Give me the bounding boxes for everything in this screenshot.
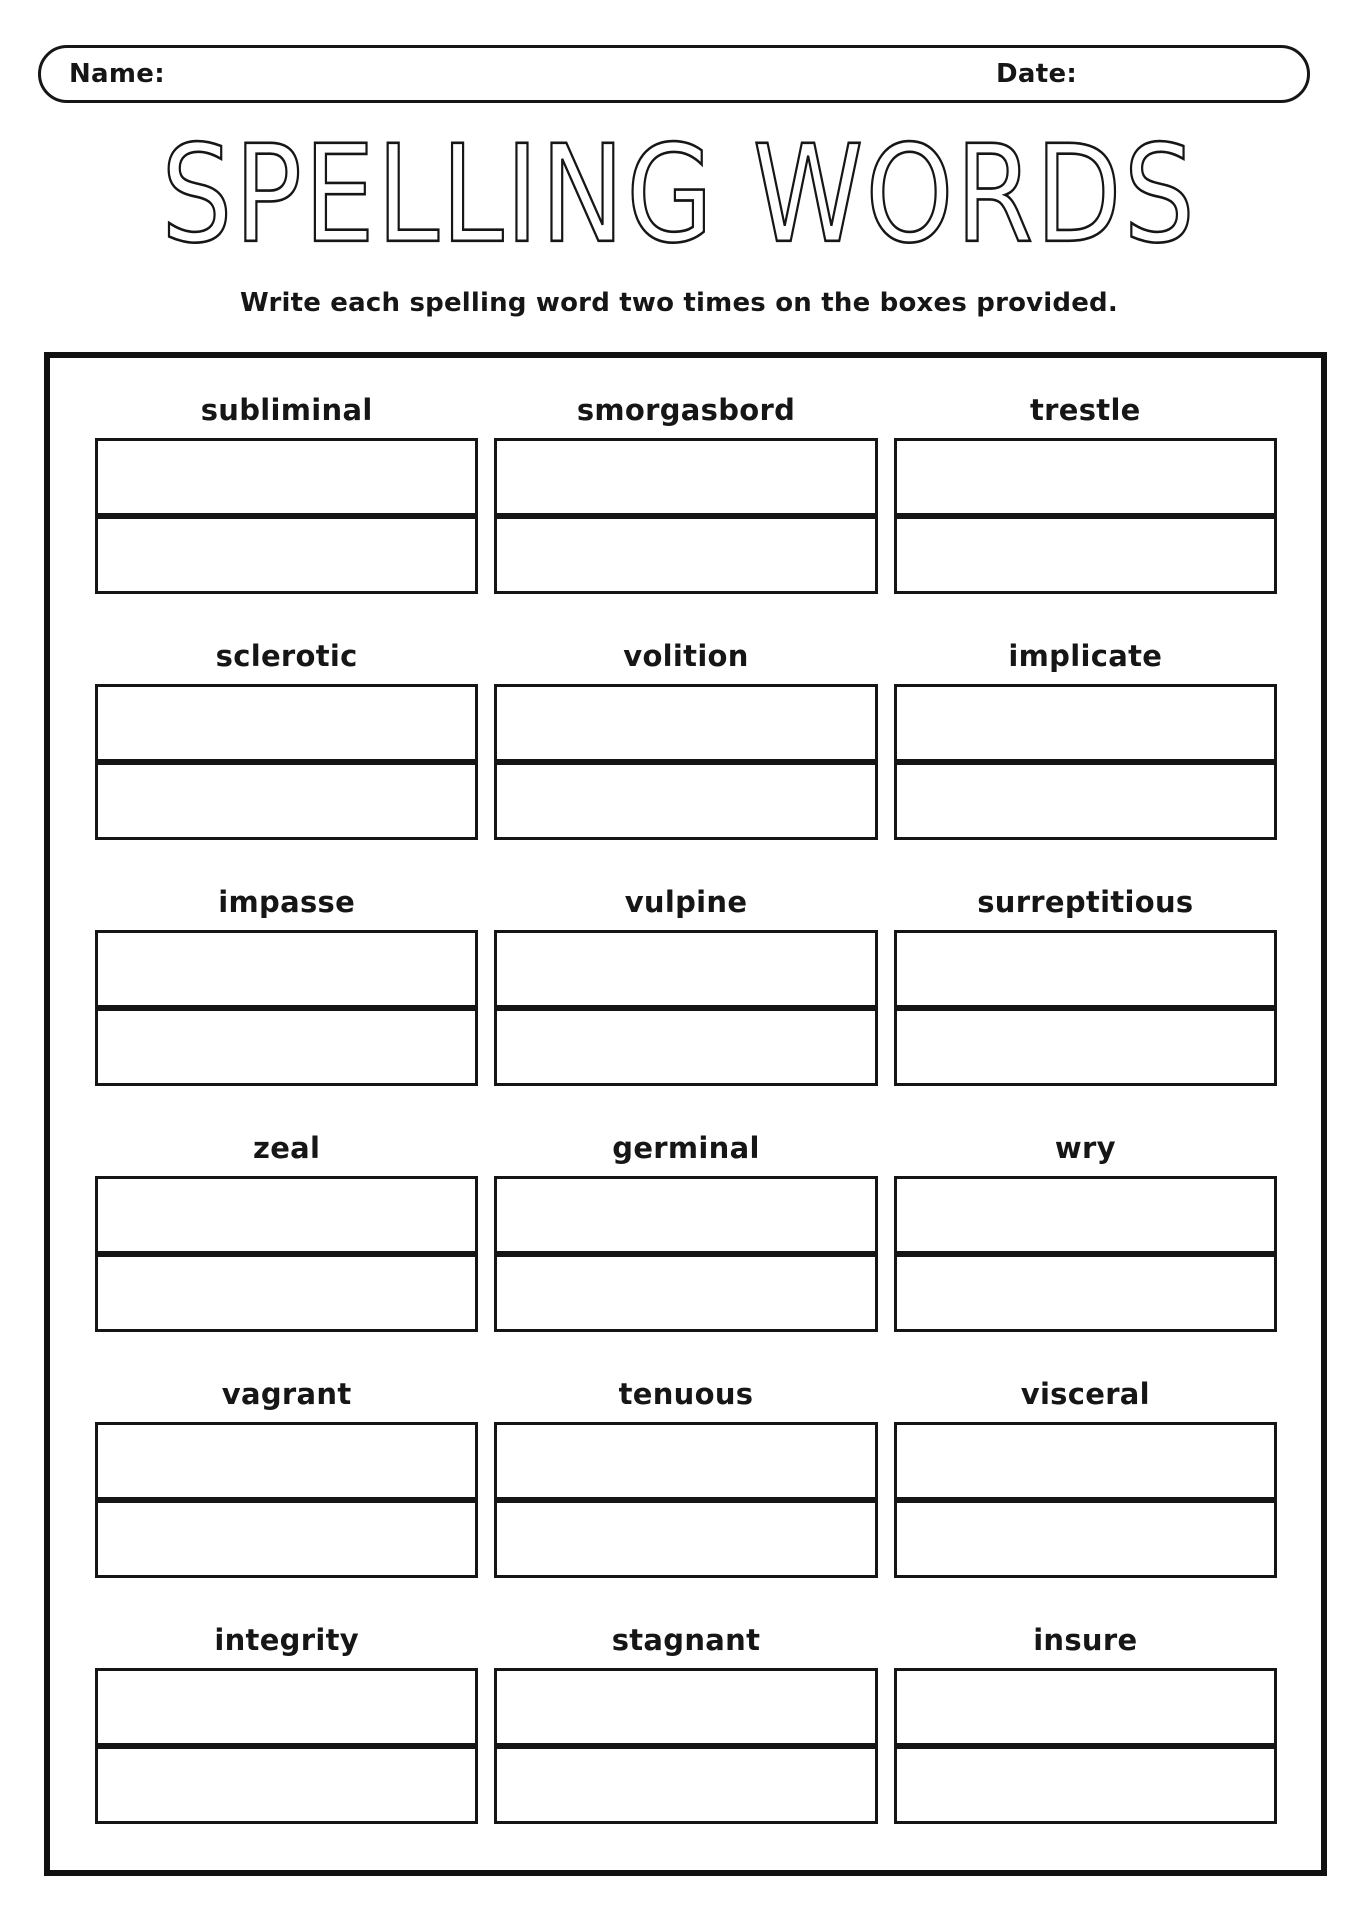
write-box-1[interactable]: [494, 438, 877, 516]
worksheet-grid: [44, 352, 1327, 1876]
spelling-word: insure: [1033, 1623, 1138, 1657]
spelling-word: surreptitious: [977, 885, 1194, 919]
word-group: [894, 1126, 1277, 1332]
write-box-2[interactable]: [894, 1008, 1277, 1086]
word-group: [95, 880, 478, 1086]
spelling-word: germinal: [612, 1131, 760, 1165]
spelling-word: sclerotic: [215, 639, 358, 673]
write-box-1[interactable]: [494, 1668, 877, 1746]
write-box-2[interactable]: [95, 1500, 478, 1578]
page-title: SPELLING WORDS: [161, 117, 1197, 274]
word-group: [494, 1126, 877, 1332]
write-box-1[interactable]: [494, 930, 877, 1008]
write-box-2[interactable]: [95, 1254, 478, 1332]
name-label: Name:: [69, 59, 165, 89]
spelling-word: visceral: [1020, 1377, 1150, 1411]
write-box-2[interactable]: [494, 762, 877, 840]
word-group: [494, 388, 877, 594]
word-group: [95, 388, 478, 594]
write-box-1[interactable]: [95, 1422, 478, 1500]
write-box-2[interactable]: [95, 516, 478, 594]
spelling-word: implicate: [1008, 639, 1163, 673]
name-input-area[interactable]: [166, 56, 956, 96]
name-date-bar: [38, 45, 1310, 103]
word-group: [494, 1372, 877, 1578]
write-box-1[interactable]: [894, 930, 1277, 1008]
spelling-word: tenuous: [618, 1377, 754, 1411]
write-box-2[interactable]: [894, 1500, 1277, 1578]
write-box-2[interactable]: [95, 1008, 478, 1086]
write-box-1[interactable]: [494, 1176, 877, 1254]
write-box-2[interactable]: [494, 1500, 877, 1578]
word-group: [894, 388, 1277, 594]
word-group: [95, 1618, 478, 1824]
spelling-word: subliminal: [200, 393, 373, 427]
word-group: [494, 880, 877, 1086]
write-box-2[interactable]: [95, 762, 478, 840]
word-group: [494, 634, 877, 840]
write-box-1[interactable]: [95, 438, 478, 516]
write-box-1[interactable]: [95, 1176, 478, 1254]
write-box-1[interactable]: [494, 1422, 877, 1500]
word-group: [494, 1618, 877, 1824]
spelling-word: impasse: [218, 885, 356, 919]
write-box-2[interactable]: [494, 1746, 877, 1824]
write-box-1[interactable]: [894, 1422, 1277, 1500]
spelling-word: stagnant: [611, 1623, 761, 1657]
write-box-2[interactable]: [95, 1746, 478, 1824]
write-box-2[interactable]: [894, 1254, 1277, 1332]
write-box-2[interactable]: [494, 516, 877, 594]
word-group: [95, 1372, 478, 1578]
write-box-2[interactable]: [494, 1254, 877, 1332]
spelling-word: volition: [623, 639, 749, 673]
word-group: [894, 880, 1277, 1086]
spelling-word: vagrant: [221, 1377, 352, 1411]
word-group: [894, 634, 1277, 840]
write-box-1[interactable]: [95, 684, 478, 762]
word-group: [894, 1372, 1277, 1578]
write-box-1[interactable]: [894, 1668, 1277, 1746]
write-box-2[interactable]: [494, 1008, 877, 1086]
date-label: Date:: [996, 59, 1078, 89]
word-group: [95, 1126, 478, 1332]
write-box-1[interactable]: [894, 1176, 1277, 1254]
instruction-text: Write each spelling word two times on the boxes provided.: [240, 288, 1118, 318]
spelling-word: integrity: [214, 1623, 359, 1657]
word-group: [894, 1618, 1277, 1824]
write-box-1[interactable]: [95, 930, 478, 1008]
spelling-word: smorgasbord: [576, 393, 796, 427]
spelling-word: wry: [1054, 1131, 1116, 1165]
spelling-word: zeal: [253, 1131, 321, 1165]
spelling-word: trestle: [1029, 393, 1141, 427]
write-box-2[interactable]: [894, 762, 1277, 840]
write-box-1[interactable]: [894, 438, 1277, 516]
write-box-1[interactable]: [494, 684, 877, 762]
spelling-word: vulpine: [624, 885, 748, 919]
word-group: [95, 634, 478, 840]
write-box-1[interactable]: [95, 1668, 478, 1746]
write-box-1[interactable]: [894, 684, 1277, 762]
write-box-2[interactable]: [894, 516, 1277, 594]
date-input-area[interactable]: [1076, 56, 1286, 96]
write-box-2[interactable]: [894, 1746, 1277, 1824]
